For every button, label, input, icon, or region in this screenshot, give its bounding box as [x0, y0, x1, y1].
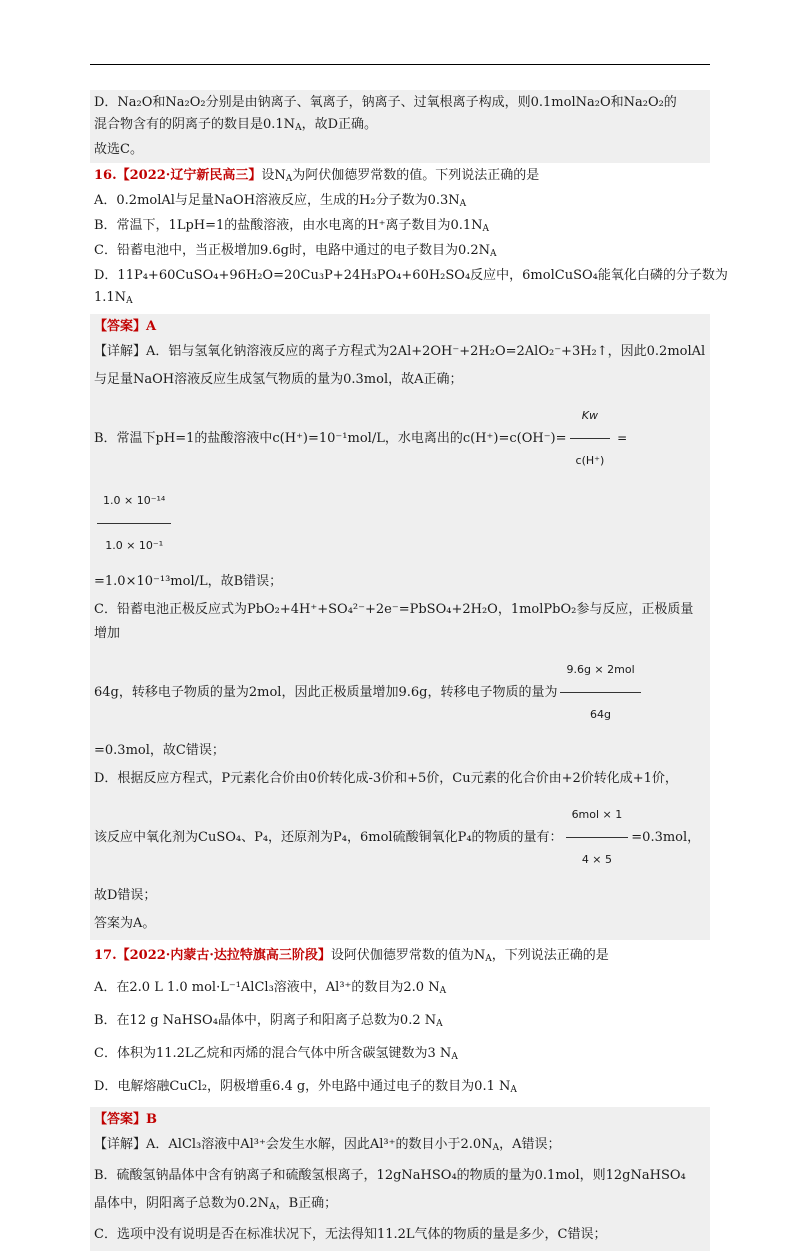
question-16 — [90, 163, 728, 314]
q16-option-b: B．常温下，1LpH=1的盐酸溶液，由水电离的H⁺离子数目为$0.1N_A$ — [94, 218, 490, 234]
prev-d-line1: D．Na₂O和Na₂O₂分别是由钠离子、氧离子，钠离子、过氧根离子构成，则0.1molNa₂O和Na₂O₂的 — [94, 95, 677, 110]
q17-answer: 【答案】B — [94, 1112, 158, 1127]
q16-detail-c1: C．铅蓄电池正极反应式为PbO₂+4H⁺+SO₄²⁻+2e⁻=PbSO₄+2H₂O，1molPbO₂参与反应，正极质量增加 — [94, 602, 694, 641]
q16-detail-d1: D．根据反应方程式，P元素化合价由0价转化成-3价和+5价，Cu元素的化合价由+2价转化成+1价， — [94, 771, 678, 786]
q16-detail-c3: =0.3mol，故C错误； — [94, 743, 225, 758]
q16-option-d-2: $1.1N_A$ — [94, 290, 133, 306]
q17-source: 【2022·内蒙古·达拉特旗高三阶段】 — [116, 948, 331, 963]
q16-detail-c2: 64g，转移电子物质的量为2mol，因此正极质量增加9.6g，转移电子物质的量为 $\frac{\text{9.6g × 2mol}}{64g}$ — [94, 648, 706, 737]
question-17 — [90, 940, 710, 1107]
q17-detail-b1: B．硫酸氢钠晶体中含有钠离子和硫酸氢根离子，12gNaHSO₄的物质的量为0.1mol，则12gNaHSO₄ — [94, 1168, 686, 1183]
q16-detail-d2: 该反应中氧化剂为CuSO₄、P₄，还原剂为P₄，6mol硫酸铜氧化P₄的物质的量有： $\frac{\text{6mol × 1}}{4 \times 5}$ =0.3mol， — [94, 793, 706, 882]
prev-d-line2: 混合物含有的阴离子的数目是$0.1N_A$，故D正确。 — [94, 117, 377, 133]
q17-option-d: D．电解熔融CuCl₂，阴极增重6.4 g，外电路中通过电子的数目为0.1 $N_A$ — [94, 1079, 517, 1095]
q16-detail-b1: B．常温下pH=1的盐酸溶液中c(H⁺)=10⁻¹mol/L，水电离出的c(H⁺)=c(OH⁻)= $\frac{Kw}{c(H^+)}$ = $\frac{\text{1.0 × 10⁻¹⁴}}{\text{1.0 × 10⁻¹}}$ — [94, 394, 706, 568]
frac-b: $\frac{\text{1.0 × 10⁻¹⁴}}{\text{1.0 × 10⁻¹}}$ — [97, 481, 171, 566]
q16-source: 【2022·辽宁新民高三】 — [116, 168, 262, 183]
q17-option-c: C．体积为11.2L乙烷和丙烯的混合气体中所含碳氢键数为3 $N_A$ — [94, 1046, 458, 1062]
q16-detail-a1: 【详解】A．铝与氢氧化钠溶液反应的离子方程式为2Al+2OH⁻+2H₂O=2AlO₂⁻+3H₂↑，因此0.2molAl — [94, 344, 706, 359]
q16-final: 答案为A。 — [94, 916, 156, 931]
document-page — [90, 90, 728, 1251]
frac-kw: $\frac{Kw}{c(H^+)}$ — [570, 396, 611, 481]
q16-detail-b2: =1.0×10⁻¹³mol/L，故B错误； — [94, 574, 283, 589]
q16-option-d-1: D．11P₄+60CuSO₄+96H₂O=20Cu₃P+24H₃PO₄+60H₂SO₄反应中，6molCuSO₄能氧化白磷的分子数为 — [94, 268, 728, 283]
q17-detail-a: 【详解】A．AlCl₃溶液中Al³⁺会发生水解，因此Al³⁺的数目小于$2.0N_A$，A错误； — [94, 1137, 561, 1153]
q17-title: 17.【2022·内蒙古·达拉特旗高三阶段】设阿伏伽德罗常数的值为$N_A$，下列说法正确的是 — [94, 948, 609, 964]
q16-detail-a2: 与足量NaOH溶液反应生成氢气物质的量为0.3mol，故A正确； — [94, 372, 463, 387]
frac-c: $\frac{\text{9.6g × 2mol}}{64g}$ — [560, 650, 640, 735]
header-rule — [90, 64, 710, 65]
q16-title: 16.【2022·辽宁新民高三】设$N_A$为阿伏伽德罗常数的值。下列说法正确的是 — [94, 168, 540, 184]
q17-number: 17. — [94, 948, 117, 963]
q17-answer-block — [90, 1107, 710, 1251]
q17-detail-c: C．选项中没有说明是否在标准状况下，无法得知11.2L气体的物质的量是多少，C错误； — [94, 1227, 607, 1242]
q16-answer-block — [90, 314, 710, 940]
q16-answer: 【答案】A — [94, 319, 157, 334]
prev-conclusion: 故选C。 — [94, 142, 143, 157]
q16-detail-d3: 故D错误； — [94, 888, 157, 903]
q16-option-a: A．0.2molAl与足量NaOH溶液反应，生成的H₂分子数为$0.3N_A$ — [94, 193, 467, 209]
q16-number: 16. — [94, 168, 117, 183]
prev-answer-block — [90, 90, 710, 163]
q16-option-c: C．铅蓄电池中，当正极增加9.6g时，电路中通过的电子数目为$0.2N_A$ — [94, 243, 497, 259]
frac-d: $\frac{\text{6mol × 1}}{4 \times 5}$ — [566, 795, 629, 880]
q17-option-a: A．在2.0 L 1.0 mol·L⁻¹AlCl₃溶液中，Al³⁺的数目为2.0 $N_A$ — [94, 980, 447, 996]
q17-option-b: B．在12 g NaHSO₄晶体中，阴离子和阳离子总数为0.2 $N_A$ — [94, 1013, 443, 1029]
q17-detail-b2: 晶体中，阴阳离子总数为$0.2N_A$，B正确； — [94, 1196, 338, 1212]
